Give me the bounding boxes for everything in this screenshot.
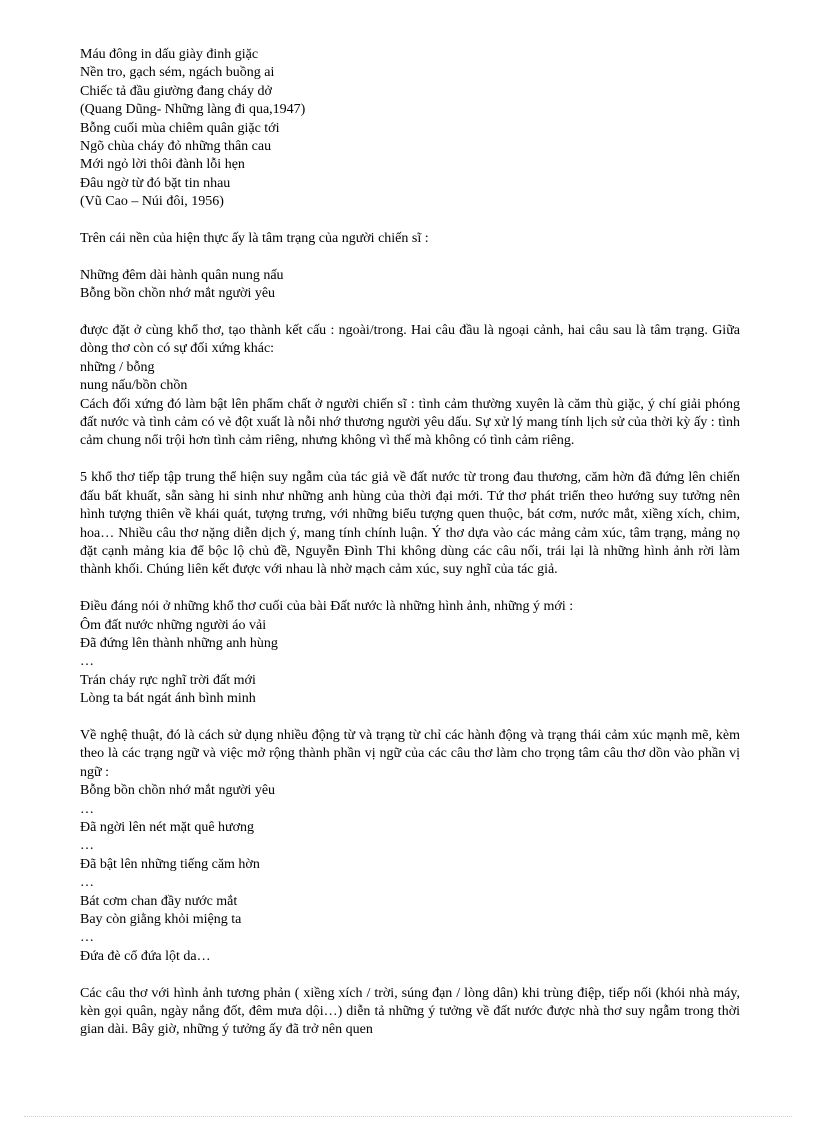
- poem-line: Bỗng bồn chồn nhớ mắt người yêu: [80, 286, 276, 302]
- poem-line: Mới ngỏ lời thôi đành lỗi hẹn: [80, 157, 245, 173]
- poem-ellipsis: …: [80, 875, 94, 891]
- spacer: [80, 248, 740, 266]
- poem-line: Bay còn giằng khỏi miệng ta: [80, 912, 242, 927]
- poem-line: Đã đứng lên thành những anh hùng: [80, 635, 278, 651]
- poem-ellipsis: …: [80, 654, 94, 670]
- spacer: [80, 304, 740, 322]
- poem-line: Đứa đè cổ đứa lột da…: [80, 948, 211, 964]
- poem-line: Bát cơm chan đầy nước mắt: [80, 893, 238, 909]
- poem-line: Ôm đất nước những người áo vải: [80, 617, 267, 633]
- paragraph-symmetry: Cách đối xứng đó làm bật lên phẩm chất ở người chiến sĩ : tình cảm thường xuyên là căm thù giặc, ý chí giải phóng đất nước và tình cảm có vẻ đột xuất là nỗi nhớ thương người yêu dấu. Sự xử lý mang tính lịch sử của thời kỳ ấy : tình cảm chung nổi trội hơn tình cảm riêng, nhưng không vì thế mà không có tình cảm riêng.: [80, 396, 740, 449]
- poem-line: Đã bật lên những tiếng căm hờn: [80, 856, 260, 872]
- paragraph-intro: Trên cái nền của hiện thực ấy là tâm trạng của người chiến sĩ :: [80, 231, 429, 247]
- paragraph-five-stanzas: 5 khổ thơ tiếp tập trung thể hiện suy ngẫm của tác giả về đất nước từ trong đau thương, căm hờn đã đứng lên chiến đấu bất khuất, sẵn sàng hi sinh như những anh hùng của thời đại mới. Tứ thơ phát triển theo hướng suy tưởng nên hình tượng thiên về khái quát, tượng trưng, với những biểu tượng quen thuộc, bát cơm, nước mắt, xiềng xích, chim, hoa… Nhiều câu thơ nặng diễn dịch ý, mang tính chính luận. Ý thơ dựa vào các mảng cảm xúc, tâm trạng, mảng nọ đặt cạnh mảng kia để bộc lộ chủ đề, Nguyễn Đình Thi không dùng các câu nối, trái lại là những hình ảnh rời làm thành khối. Chúng liên kết được với nhau là nhờ mạch cảm xúc, suy nghĩ của tác giả.: [80, 470, 740, 578]
- poem-block: [80, 617, 740, 709]
- paragraph-art: Về nghệ thuật, đó là cách sử dụng nhiều động từ và trạng từ chỉ các hành động và trạng thái cảm xúc mạnh mẽ, kèm theo là các trạng ngữ và việc mở rộng thành phần vị ngữ của các câu thơ làm cho trọng tâm câu thơ dồn vào phần vị ngữ :: [80, 727, 740, 780]
- poem-line: Trán cháy rực nghĩ trời đất mới: [80, 672, 256, 688]
- poem-ellipsis: …: [80, 930, 94, 946]
- spacer: [80, 966, 740, 984]
- poem-citation: (Quang Dũng- Những làng đi qua,1947): [80, 102, 306, 118]
- spacer: [80, 212, 740, 230]
- poem-ellipsis: …: [80, 838, 94, 854]
- poem-block: [80, 782, 740, 966]
- paragraph-images: Các câu thơ với hình ảnh tương phản ( xiềng xích / trời, súng đạn / lòng dân) khi trùng điệp, tiếp nối (khói nhà máy, kèn gọi quân, ngày nắng đốt, đêm mưa dội…) diễn tả những ý tưởng về đất nước được nhà thơ suy ngẫm trong thời gian dài. Bây giờ, những ý tưởng ấy đã trở nên quen: [80, 985, 740, 1038]
- paragraph-last-stanzas: Điều đáng nói ở những khổ thơ cuối của bài Đất nước là những hình ảnh, những ý mới :: [80, 599, 574, 615]
- poem-line: Nền tro, gạch sém, ngách buồng ai: [80, 65, 275, 81]
- poem-line: Những đêm dài hành quân nung nấu: [80, 267, 284, 283]
- spacer: [80, 580, 740, 598]
- poem-line: Đâu ngờ từ đó bặt tin nhau: [80, 175, 231, 191]
- spacer: [80, 709, 740, 727]
- poem-line: Bỗng bồn chồn nhớ mắt người yêu: [80, 783, 276, 799]
- poem-line: Chiếc tả đầu giường đang cháy dở: [80, 83, 272, 99]
- spacer: [80, 451, 740, 469]
- poem-quotes-block: [80, 46, 740, 212]
- document-page: [80, 46, 740, 1040]
- word-pair: những / bỗng: [80, 359, 155, 375]
- poem-line: Đã ngời lên nét mặt quê hương: [80, 819, 255, 835]
- poem-line: Ngõ chùa cháy đỏ những thân cau: [80, 139, 272, 155]
- page-bottom-border: [24, 1116, 792, 1117]
- poem-line: Bỗng cuối mùa chiêm quân giặc tới: [80, 120, 280, 136]
- poem-citation: (Vũ Cao – Núi đôi, 1956): [80, 194, 224, 210]
- poem-ellipsis: …: [80, 801, 94, 817]
- poem-line: Lòng ta bát ngát ánh bình minh: [80, 691, 256, 707]
- poem-line: Máu đông in dấu giày đinh giặc: [80, 47, 259, 62]
- word-pair: nung nấu/bồn chồn: [80, 378, 188, 394]
- paragraph-structure: được đặt ở cùng khổ thơ, tạo thành kết cấu : ngoài/trong. Hai câu đầu là ngoại cảnh, hai câu sau là tâm trạng. Giữa dòng thơ còn có sự đối xứng khác:: [80, 323, 740, 357]
- poem-block: [80, 267, 740, 304]
